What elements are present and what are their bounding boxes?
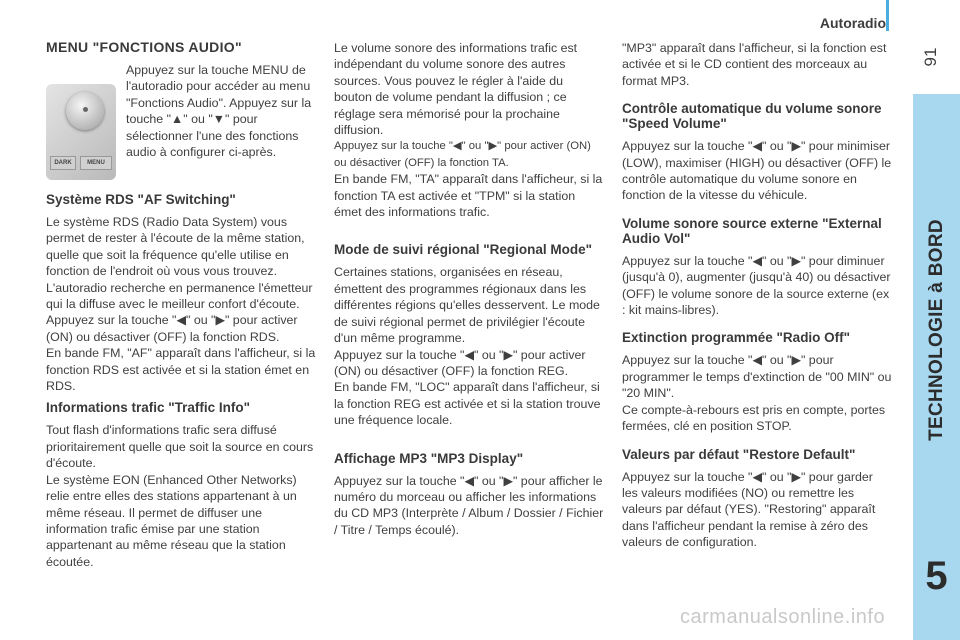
traffic-volume-paragraph-2: Appuyez sur la touche "◀" ou "▶" pour activer (ON) ou désactiver (OFF) la fonction TA. bbox=[334, 140, 591, 169]
rds-section-title: Système RDS "AF Switching" bbox=[46, 192, 236, 207]
mp3-display-paragraph-2: "MP3" apparaît dans l'afficheur, si la fonction est activée et si le CD contient des morceaux au format MP3. bbox=[622, 41, 887, 88]
radio-off-section-title: Extinction programmée "Radio Off" bbox=[622, 330, 851, 346]
speed-volume-paragraph: Appuyez sur la touche "◀" ou "▶" pour minimiser (LOW), maximiser (HIGH) ou désactiver (OFF) le contrôle automatique du volume sonore en fonction de la vitesse du véhicule. bbox=[622, 139, 892, 203]
regional-mode-section-title: Mode de suivi régional "Regional Mode" bbox=[334, 242, 593, 258]
page-header-title: Autoradio bbox=[819, 15, 886, 31]
chapter-number: 5 bbox=[925, 554, 948, 598]
radio-off-paragraph-1: Appuyez sur la touche "◀" ou "▶" pour programmer le temps d'extinction de "00 MIN" ou "20 MIN". bbox=[622, 353, 892, 401]
rds-paragraph-2: Appuyez sur la touche "◀" ou "▶" pour activer (ON) ou désactiver (OFF) la fonction RDS. bbox=[46, 313, 298, 344]
rds-paragraph-3: En bande FM, "AF" apparaît dans l'afficheur, si la fonction RDS est activée et si la station émet en RDS. bbox=[46, 346, 316, 394]
column-2 bbox=[334, 40, 604, 538]
traffic-info-paragraph-1: Tout flash d'informations trafic sera diffusé prioritairement quelle que soit la source en cours d'écoute. bbox=[46, 423, 314, 471]
mp3-display-section-title: Affichage MP3 "MP3 Display" bbox=[334, 450, 524, 466]
speed-volume-section-title: Contrôle automatique du volume sonore "Speed Volume" bbox=[622, 101, 882, 132]
rds-paragraph-1: Le système RDS (Radio Data System) vous permet de rester à l'écoute de la même station, quelle que soit la fréquence qu'elle utilise en fonction de l'endroit où vous vous trouvez. L'autoradio recherche en permanence l'émetteur qui la diffuse avec le meilleur confort d'écoute. bbox=[46, 215, 313, 312]
restore-default-paragraph: Appuyez sur la touche "◀" ou "▶" pour garder les valeurs modifiées (NO) ou remettre les valeurs par défaut (YES). "Restoring" apparaît dans l'afficheur pendant la remise à zéro des valeurs de configuration. bbox=[622, 469, 876, 550]
traffic-info-section-title: Informations trafic "Traffic Info" bbox=[46, 400, 251, 416]
menu-intro-text: Appuyez sur la touche MENU de l'autoradio pour accéder au menu "Fonctions Audio". Appuyez sur la touche "▲" ou "▼" pour sélectionner l'une des fonctions audio à configurer ci-après. bbox=[126, 63, 312, 160]
menu-button-icon: MENU bbox=[80, 156, 112, 170]
regional-mode-paragraph-2: Appuyez sur la touche "◀" ou "▶" pour activer (ON) ou désactiver (OFF) la fonction REG. bbox=[334, 347, 586, 378]
restore-default-section-title: Valeurs par défaut "Restore Default" bbox=[622, 446, 856, 462]
column-3 bbox=[622, 40, 892, 551]
menu-section-title: MENU "FONCTIONS AUDIO" bbox=[46, 39, 242, 55]
watermark: carmanualsonline.info bbox=[680, 606, 886, 628]
external-audio-section-title: Volume sonore source externe "External Audio Vol" bbox=[622, 215, 882, 246]
external-audio-paragraph: Appuyez sur la touche "◀" ou "▶" pour diminuer (jusqu'à 0), augmenter (jusqu'à 40) ou désactiver (OFF) le volume sonore de la source externe (ex : kit mains-libres). bbox=[622, 253, 891, 318]
column-1 bbox=[46, 40, 316, 570]
radio-control-illustration bbox=[46, 84, 116, 180]
traffic-info-paragraph-2: Le système EON (Enhanced Other Networks) relie entre elles des stations appartenant à un même réseau. Il permet de diffuser une information trafic émise par une station appartenant au même réseau que la station écoutée. bbox=[46, 472, 297, 569]
radio-off-paragraph-2: Ce compte-à-rebours est pris en compte, portes fermées, clé en position STOP. bbox=[622, 402, 886, 434]
traffic-volume-paragraph-3: En bande FM, "TA" apparaît dans l'afficheur, si la fonction TA est activée et "TPM" si la station émet des informations trafic. bbox=[334, 172, 603, 220]
navigation-knob-icon bbox=[66, 92, 104, 130]
header-rule bbox=[886, 0, 889, 31]
dark-button-icon: DARK bbox=[50, 156, 76, 170]
page-number: 91 bbox=[921, 47, 940, 67]
chapter-label-text: TECHNOLOGIE à BORD bbox=[926, 219, 947, 441]
menu-intro bbox=[46, 62, 316, 180]
mp3-display-paragraph-1: Appuyez sur la touche "◀" ou "▶" pour afficher le numéro du morceau ou afficher les informations du CD MP3 (Interprète / Album / Dossier / Fichier / Titre / Temps écoulé). bbox=[334, 473, 604, 537]
regional-mode-paragraph-3: En bande FM, "LOC" apparaît dans l'afficheur, si la fonction REG est activée et si la station trouve une fréquence locale. bbox=[334, 380, 601, 428]
regional-mode-paragraph-1: Certaines stations, organisées en réseau, émettent des programmes régionaux dans les différentes régions qu'elles desservent. Le mode de suivi régional permet de privilégier l'écoute d'un même programme. bbox=[334, 265, 600, 346]
traffic-volume-paragraph-1: Le volume sonore des informations trafic est indépendant du volume sonore des autres sources. Vous pouvez le régler à l'aide du bouton de volume pendant la diffusion ; ce réglage sera mémorisé pour la prochaine diffusion. bbox=[334, 41, 578, 138]
